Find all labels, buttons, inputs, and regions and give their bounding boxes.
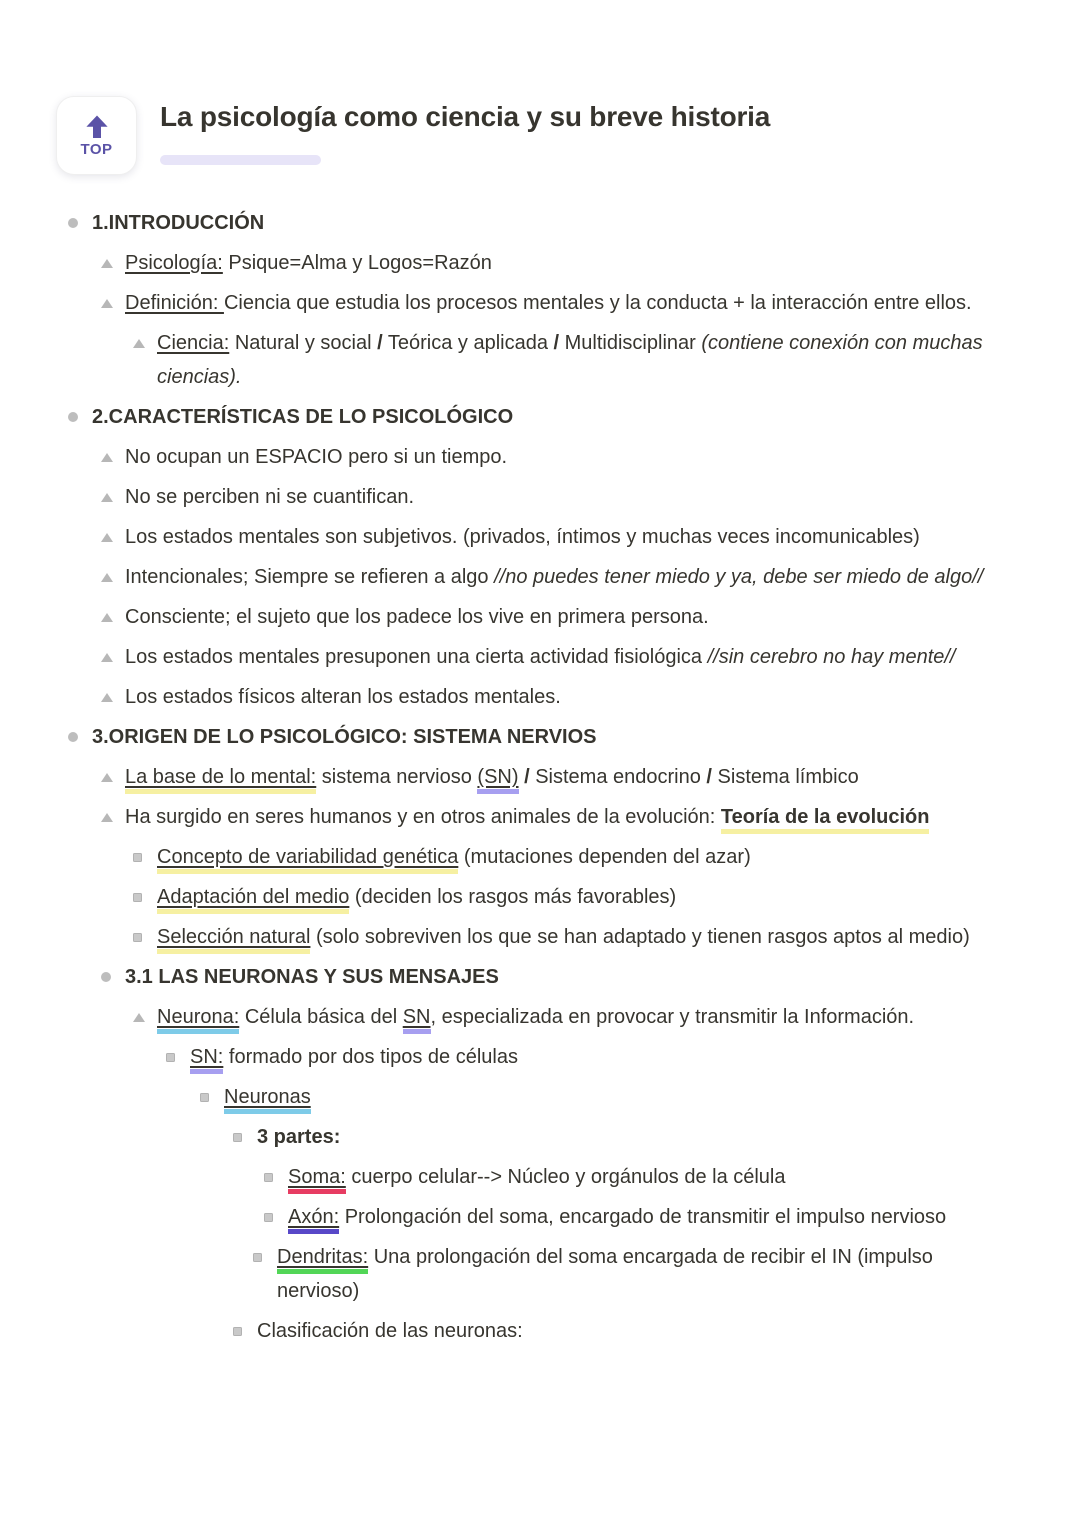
text-run: 3.ORIGEN DE LO PSICOLÓGICO: SISTEMA NERVIOS (92, 726, 597, 748)
item-text (92, 720, 990, 754)
text-run: 2.CARACTERÍSTICAS DE LO PSICOLÓGICO (92, 406, 514, 428)
notes-list (0, 206, 1080, 1354)
list-item (0, 640, 1080, 674)
item-text (157, 920, 990, 954)
item-text (125, 960, 990, 994)
item-text (125, 680, 990, 714)
item-text (125, 246, 990, 280)
text-run: Ciencia que estudia los procesos mentales y la conducta + la interacción entre ellos. (223, 292, 972, 314)
item-text (288, 1160, 990, 1194)
item-text (157, 326, 990, 394)
item-text (257, 1120, 990, 1154)
text-run: 1.INTRODUCCIÓN (92, 212, 265, 234)
list-item (0, 1080, 1080, 1114)
bullet-circle-icon (68, 218, 78, 228)
text-run: sistema nervioso (316, 766, 478, 788)
bullet-triangle-icon (101, 299, 113, 308)
bullet-triangle-icon (133, 339, 145, 348)
item-text (125, 480, 990, 514)
item-text (92, 206, 990, 240)
bullet-square-icon (133, 933, 142, 942)
list-item (0, 1314, 1080, 1348)
list-item (0, 920, 1080, 954)
text-run: Psique=Alma y Logos=Razón (222, 252, 492, 274)
list-item (0, 400, 1080, 434)
bullet-triangle-icon (101, 813, 113, 822)
bullet-triangle-icon (101, 653, 113, 662)
highlighted-term: SN: (190, 1046, 223, 1074)
text-run: / (377, 332, 383, 354)
list-item (0, 720, 1080, 754)
text-run: Psicología: (125, 252, 223, 274)
item-text (92, 400, 990, 434)
item-text (125, 560, 990, 594)
bullet-triangle-icon (101, 573, 113, 582)
text-run: / (524, 766, 530, 788)
text-run: //sin cerebro no hay mente// (707, 646, 956, 668)
top-button-label: TOP (80, 141, 113, 158)
arrow-up-icon (82, 113, 112, 143)
text-run: , especializada en provocar y transmitir la Información. (430, 1006, 915, 1028)
text-run: Clasificación de las neuronas: (257, 1320, 523, 1342)
bullet-square-icon (133, 893, 142, 902)
bullet-triangle-icon (133, 1013, 145, 1022)
item-text (190, 1040, 990, 1074)
page-title: La psicología como ciencia y su breve historia (160, 101, 771, 132)
text-run: cuerpo celular--> Núcleo y orgánulos de la célula (345, 1166, 786, 1188)
item-text (157, 880, 990, 914)
text-run: Prolongación del soma, encargado de transmitir el impulso nervioso (339, 1206, 947, 1228)
list-item (0, 206, 1080, 240)
item-text (257, 1314, 990, 1348)
list-item (0, 1240, 1080, 1308)
highlighted-term: Selección natural (157, 926, 310, 954)
bullet-square-icon (233, 1133, 242, 1142)
item-text (125, 600, 990, 634)
item-text (125, 440, 990, 474)
text-run: No se perciben ni se cuantifican. (125, 486, 415, 508)
item-text (125, 286, 990, 320)
text-run: / (553, 332, 560, 354)
bullet-square-icon (166, 1053, 175, 1062)
text-run: / (706, 766, 712, 788)
list-item (0, 1200, 1080, 1234)
text-run: Natural y social (229, 332, 378, 354)
bullet-square-icon (133, 853, 142, 862)
text-run: Los estados mentales son subjetivos. (privados, íntimos y muchas veces incomunicables) (125, 526, 920, 548)
item-text (277, 1240, 990, 1308)
item-text (157, 840, 990, 874)
list-item (0, 480, 1080, 514)
item-text (224, 1080, 990, 1114)
text-run: (contiene conexión con muchas ciencias). (157, 332, 983, 388)
text-run: Intencionales; Siempre se refieren a algo (125, 566, 495, 588)
list-item (0, 560, 1080, 594)
text-run: Una prolongación del soma encargada de recibir el IN (impulso nervioso) (277, 1246, 933, 1302)
text-run: formado por dos tipos de células (223, 1046, 518, 1068)
list-item (0, 286, 1080, 320)
bullet-square-icon (233, 1327, 242, 1336)
list-item (0, 1000, 1080, 1034)
list-item (0, 520, 1080, 554)
highlighted-term: Dendritas: (277, 1246, 368, 1274)
bullet-circle-icon (68, 412, 78, 422)
bullet-triangle-icon (101, 533, 113, 542)
list-item (0, 760, 1080, 794)
item-text (125, 800, 990, 834)
list-item (0, 440, 1080, 474)
bullet-square-icon (264, 1173, 273, 1182)
list-item (0, 800, 1080, 834)
bullet-triangle-icon (101, 259, 113, 268)
item-text (288, 1200, 990, 1234)
highlighted-term: Neuronas (224, 1086, 311, 1114)
item-text (125, 520, 990, 554)
bullet-square-icon (253, 1253, 262, 1262)
bullet-triangle-icon (101, 453, 113, 462)
highlighted-term: (SN) (477, 766, 518, 794)
item-text (125, 760, 990, 794)
item-text (125, 640, 990, 674)
list-item (0, 1160, 1080, 1194)
text-run: Sistema endocrino (529, 766, 707, 788)
highlighted-term: Neurona: (157, 1006, 239, 1034)
text-run: (deciden los rasgos más favorables) (349, 886, 677, 908)
highlighted-term: La base de lo mental: (125, 766, 316, 794)
text-run: Definición: (125, 292, 224, 314)
bullet-circle-icon (101, 972, 111, 982)
text-run: (mutaciones dependen del azar) (458, 846, 751, 868)
highlighted-term: Adaptación del medio (157, 886, 349, 914)
top-button[interactable] (56, 96, 137, 175)
text-run: Sistema límbico (711, 766, 859, 788)
list-item (0, 840, 1080, 874)
text-run: (solo sobreviven los que se han adaptado y tienen rasgos aptos al medio) (310, 926, 970, 948)
text-run: Los estados mentales presuponen una cierta actividad fisiológica (125, 646, 708, 668)
list-item (0, 680, 1080, 714)
bullet-square-icon (200, 1093, 209, 1102)
text-run: //no puedes tener miedo y ya, debe ser miedo de algo// (494, 566, 984, 588)
list-item (0, 246, 1080, 280)
bullet-triangle-icon (101, 773, 113, 782)
text-run: Ciencia: (157, 332, 230, 354)
text-run: Ha surgido en seres humanos y en otros animales de la evolución: (125, 806, 721, 828)
bullet-circle-icon (68, 732, 78, 742)
list-item (0, 326, 1080, 394)
list-item (0, 960, 1080, 994)
highlighted-term: Teoría de la evolución (721, 806, 930, 834)
bullet-square-icon (264, 1213, 273, 1222)
text-run: Célula básica del (239, 1006, 403, 1028)
text-run: 3 partes: (257, 1126, 341, 1148)
list-item (0, 880, 1080, 914)
highlighted-term: Concepto de variabilidad genética (157, 846, 458, 874)
text-run: Consciente; el sujeto que los padece los vive en primera persona. (125, 606, 709, 628)
bullet-triangle-icon (101, 693, 113, 702)
bullet-triangle-icon (101, 613, 113, 622)
text-run: Multidisciplinar (559, 332, 702, 354)
item-text (157, 1000, 990, 1034)
text-run: Los estados físicos alteran los estados mentales. (125, 686, 561, 708)
list-item (0, 600, 1080, 634)
title-highlight-bar (160, 155, 321, 165)
text-run: No ocupan un ESPACIO pero si un tiempo. (125, 446, 508, 468)
highlighted-term: Soma: (288, 1166, 346, 1194)
text-run: 3.1 LAS NEURONAS Y SUS MENSAJES (125, 966, 499, 988)
highlighted-term: SN (403, 1006, 431, 1034)
text-run: Teórica y aplicada (382, 332, 554, 354)
bullet-triangle-icon (101, 493, 113, 502)
list-item (0, 1040, 1080, 1074)
highlighted-term: Axón: (288, 1206, 339, 1234)
list-item (0, 1120, 1080, 1154)
